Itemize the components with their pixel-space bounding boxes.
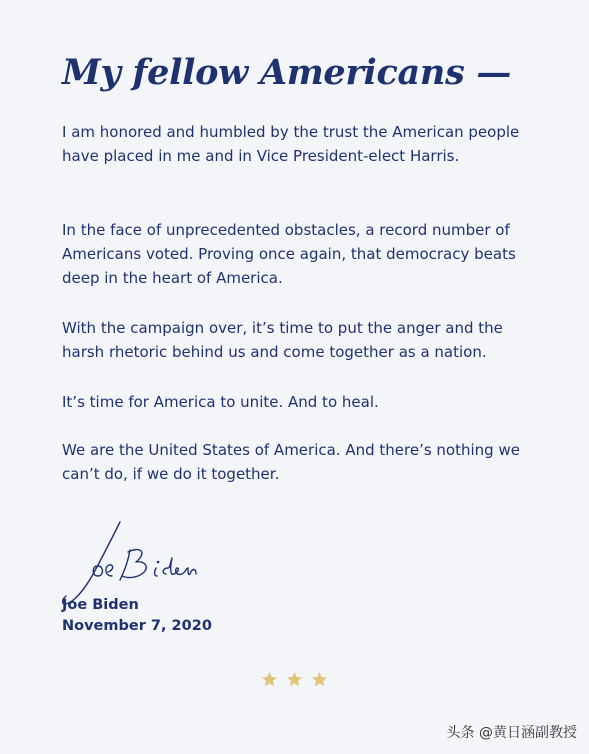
letter-paragraph-4: It’s time for America to unite. And to heal.	[62, 393, 379, 411]
handwritten-signature	[62, 518, 202, 608]
letter-date: November 7, 2020	[62, 618, 212, 634]
watermark: 头条 @黄日涵副教授	[446, 725, 577, 741]
star-icon	[310, 670, 329, 689]
letter-paragraph-3: With the campaign over, it’s time to put the anger and the harsh rhetoric behind us and come together as a nation.	[62, 319, 503, 361]
letter-headline: My fellow Americans —	[62, 52, 512, 93]
letter-paragraph-5: We are the United States of America. And there’s nothing we can’t do, if we do it together.	[62, 441, 520, 483]
signer-name: Joe Biden	[62, 597, 139, 613]
letter-paragraph-1: I am honored and humbled by the trust the American people have placed in me and in Vice President-elect Harris.	[62, 123, 520, 165]
star-icon	[285, 670, 304, 689]
star-icon	[260, 670, 279, 689]
stars-decoration	[260, 670, 329, 689]
letter-paragraph-2: In the face of unprecedented obstacles, a record number of Americans voted. Proving once again, that democracy beats deep in the heart of America.	[62, 221, 516, 287]
